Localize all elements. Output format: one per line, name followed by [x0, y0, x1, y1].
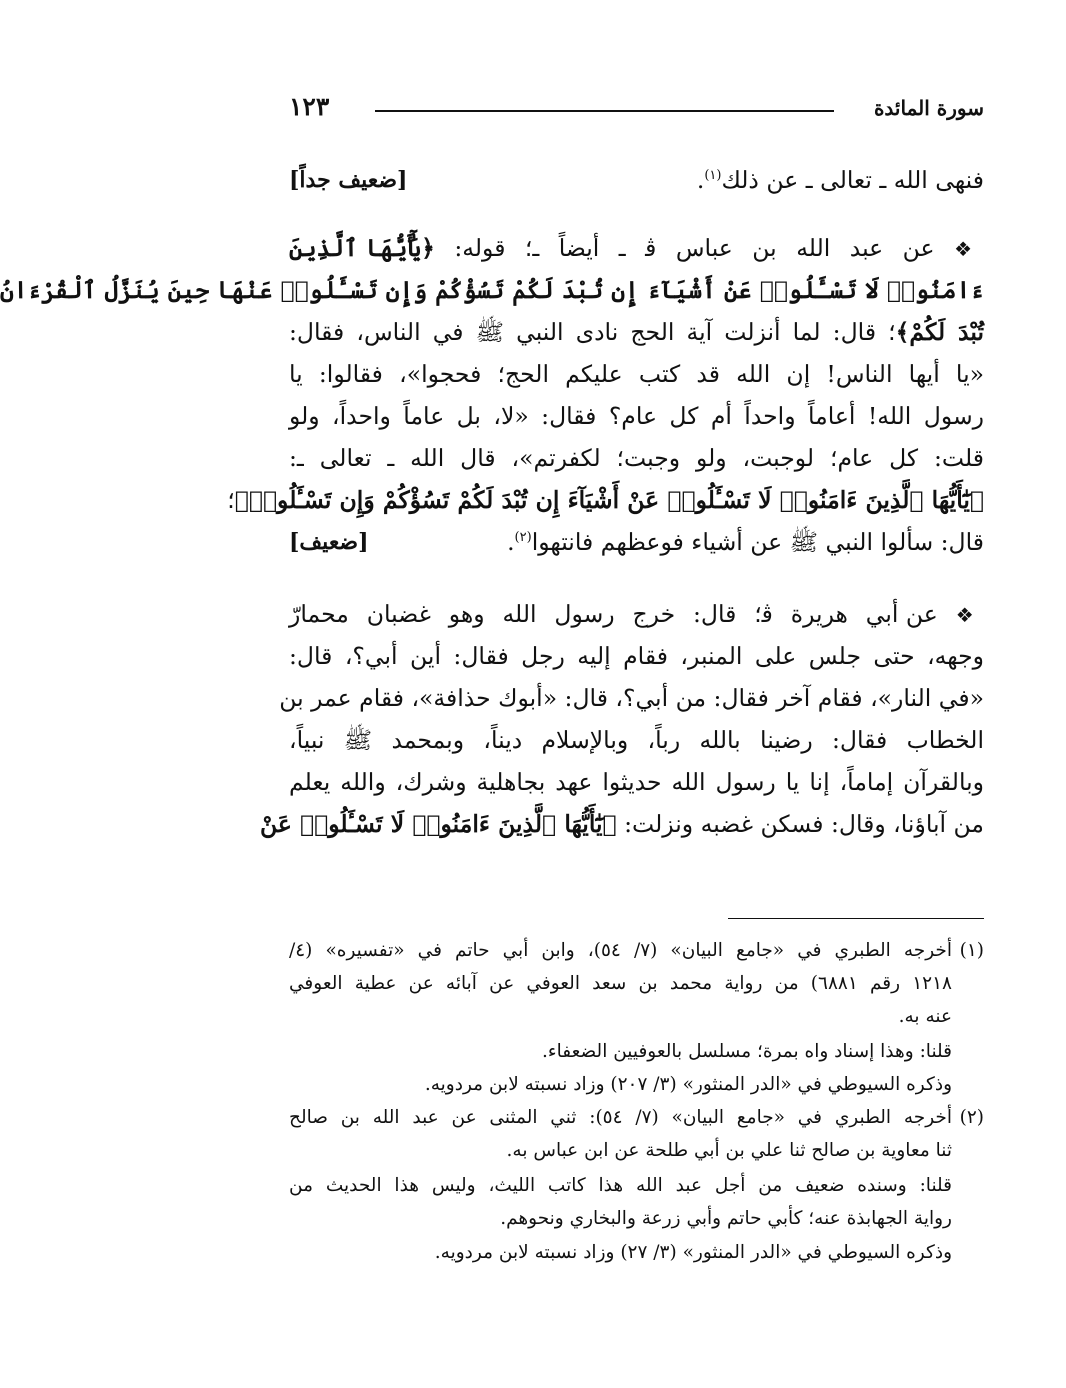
- running-header: [289, 92, 984, 128]
- text: أخرجه الطبري في «جامع البيان» (٧/ ٥٤): ثني المثنى عن عبد الله بن صالح: [289, 1107, 952, 1128]
- footnote-2-line-5: وذكره السيوطي في «الدر المنثور» (٣/ ٢٧) وزاد نسبته لابن مردويه.: [434, 1242, 952, 1263]
- body-line-11: وجهه، حتى جلس على المنبر، فقام إليه رجل فقال: أين أبي؟، قال:: [289, 642, 984, 670]
- text: قال: سألوا النبي ﷺ عن أشياء فوعظهم فانتهوا: [531, 528, 984, 556]
- body-line-3: ءَامَنُوا۟ لَا تَسْـَٔلُوا۟ عَنْ أَشْيَآءَ إِن تُبْدَ لَكُمْ تَسُؤْكُمْ وَإِن تَسْـَٔلُوا۟ عَنْهَا حِينَ يُنَزَّلُ ٱلْقُرْءَانُ: [0, 276, 984, 304]
- text: من آباؤنا، وقال: فسكن غضبه ونزلت:: [624, 810, 984, 838]
- footnote-1-line-4: قلنا: وهذا إسناد واه بمرة؛ مسلسل بالعوفيين الضعفاء.: [542, 1041, 952, 1062]
- body-line-8: [227, 480, 984, 520]
- text: ؛ قال: لما أنزلت آية الحج نادى النبي ﷺ في الناس، فقال:: [289, 318, 896, 346]
- footnote-1-line-1: [289, 934, 984, 967]
- text: عن عبد الله بن عباس ﭬ ـ أيضاً ـ؛ قوله:: [454, 234, 935, 262]
- body-line-5: «يا أيها الناس! إن الله قد كتب عليكم الحج؛ فحجوا»، فقالوا: يا: [289, 360, 984, 388]
- surah-title: سورة المائدة: [873, 96, 984, 120]
- text: ؛: [227, 486, 235, 514]
- paragraph-star-icon: ❖: [954, 237, 984, 261]
- footnote-1-line-5: وذكره السيوطي في «الدر المنثور» (٣/ ٢٠٧) وزاد نسبته لابن مردويه.: [424, 1074, 952, 1095]
- footnote-1-line-3: عنه به.: [898, 1006, 952, 1027]
- quran-verse: ﴿يَٰٓأَيُّهَا ٱلَّذِينَ: [289, 234, 435, 262]
- body-line-12: «في النار»، فقام آخر فقال: من أبي؟، قال: «أبوك حذافة»، فقام عمر بن: [279, 684, 984, 712]
- body-line-10: [289, 594, 984, 634]
- footnote-1-line-2: ١٢١٨ رقم ٦٨٨١) من رواية محمد بن سعد العوفي عن آبائه عن عطية العوفي: [289, 973, 952, 994]
- body-line-2: [289, 228, 984, 268]
- text: .: [507, 528, 515, 556]
- text: .: [696, 166, 705, 194]
- header-rule: [375, 110, 834, 112]
- footnote-ref-1: (١): [704, 168, 722, 184]
- body-line-9: [289, 522, 984, 562]
- body-line-7: قلت: كل عام؛ لوجبت، ولو وجبت؛ لكفرتم»، قال الله ـ تعالى ـ:: [289, 444, 984, 472]
- body-line-15: [259, 804, 984, 844]
- page-number: ١٢٣: [289, 92, 330, 121]
- quran-verse: ﴿يَٰٓأَيُّهَا ٱلَّذِينَ ءَامَنُوا۟ لَا تَسْـَٔلُوا۟ عَنْ أَشْيَآءَ إِن تُبْدَ لَكُمْ تَسُؤْكُمْ وَإِن تَسْـَٔلُوا۟﴾: [234, 486, 984, 514]
- body-line-1: [289, 160, 984, 200]
- text: عن أبي هريرة ﭬ؛ قال: خرج رسول الله وهو غضبان محمارّ: [289, 600, 938, 628]
- footnote-number-1: (١): [959, 940, 984, 961]
- text: فنهى الله ـ تعالى ـ عن ذلك: [721, 166, 984, 194]
- footnote-separator: [728, 918, 984, 919]
- quran-verse: تُبْدَ لَكُمْ﴾: [895, 318, 984, 346]
- footnote-number-2: (٢): [959, 1107, 984, 1128]
- body-line-14: وبالقرآن إماماً، إنا يا رسول الله حديثوا عهد بجاهلية وشرك، والله يعلم: [289, 768, 984, 796]
- footnote-2-line-1: [289, 1101, 984, 1134]
- body-line-6: رسول الله! أعاماً واحداً أم كل عام؟ فقال: «لا، بل عاماً واحداً، ولو: [289, 402, 984, 430]
- footnote-2-line-4: رواية الجهابذة عنه؛ كأبي حاتم وأبي زرعة والبخاري ونحوهم.: [500, 1208, 952, 1229]
- grade-label-2: [ضعيف]: [289, 529, 369, 555]
- body-line-4: [289, 312, 984, 352]
- paragraph-star-icon: ❖: [955, 603, 984, 627]
- text: أخرجه الطبري في «جامع البيان» (٧/ ٥٤)، وابن أبي حاتم في «تفسيره» (٤/: [289, 940, 952, 961]
- grade-label-1: [ضعيف جداً]: [289, 167, 408, 193]
- footnote-2-line-3: قلنا: وسنده ضعيف من أجل عبد الله هذا كاتب الليث، وليس هذا الحديث من: [289, 1175, 952, 1196]
- quran-verse: ﴿يَٰٓأَيُّهَا ٱلَّذِينَ ءَامَنُوا۟ لَا تَسْـَٔلُوا۟ عَنْ: [259, 810, 617, 838]
- footnote-ref-2: (٢): [514, 530, 532, 546]
- body-line-13: الخطاب فقال: رضينا بالله رباً، وبالإسلام ديناً، وبمحمد ﷺ نبياً،: [289, 726, 984, 754]
- footnote-2-line-2: ثنا معاوية بن صالح ثنا علي بن أبي طلحة عن ابن عباس به.: [506, 1140, 952, 1161]
